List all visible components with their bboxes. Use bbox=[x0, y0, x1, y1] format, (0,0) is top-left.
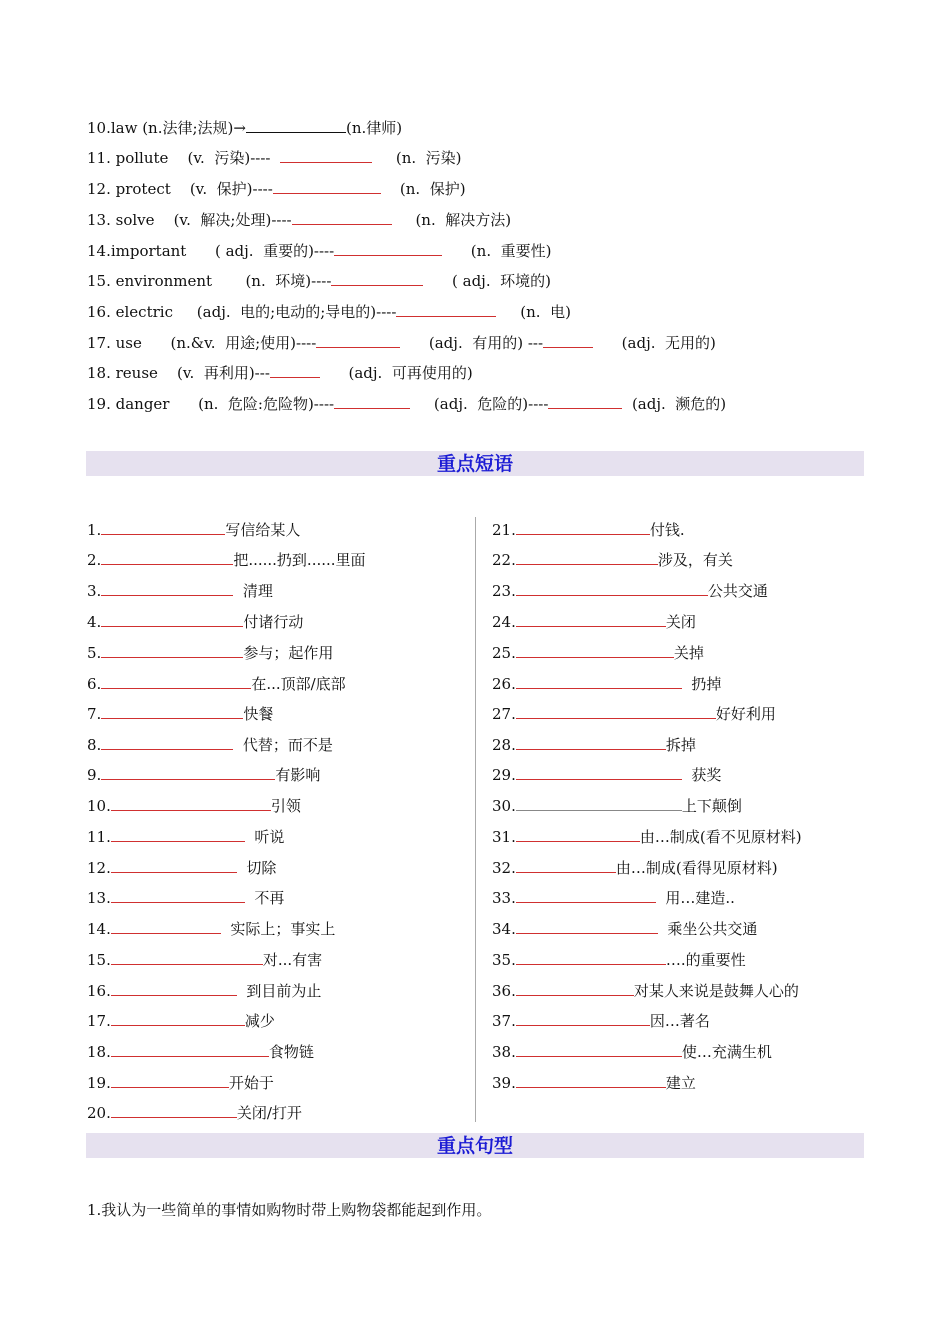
word-form-item: 12. protect (v. 保护)---- (n. 保护) bbox=[87, 180, 466, 198]
phrase-item: 35. ….的重要性 bbox=[492, 951, 746, 969]
answer-blank[interactable] bbox=[292, 209, 392, 225]
phrase-item: 6. 在...顶部/底部 bbox=[87, 675, 346, 693]
phrase-item: 33. 用…建造.. bbox=[492, 889, 735, 907]
phrase-item: 23. 公共交通 bbox=[492, 582, 768, 600]
answer-blank[interactable] bbox=[516, 580, 708, 596]
answer-blank[interactable] bbox=[111, 826, 245, 842]
answer-blank[interactable] bbox=[516, 673, 682, 689]
answer-blank[interactable] bbox=[111, 918, 221, 934]
answer-blank[interactable] bbox=[516, 949, 666, 965]
answer-blank[interactable] bbox=[334, 240, 442, 256]
sentence-item: 1.我认为一些简单的事情如购物时带上购物袋都能起到作用。 bbox=[87, 1201, 492, 1219]
phrase-item: 28. 拆掉 bbox=[492, 736, 696, 754]
answer-blank[interactable] bbox=[101, 764, 275, 780]
phrase-item: 26. 扔掉 bbox=[492, 675, 722, 693]
phrase-item: 9. 有影响 bbox=[87, 766, 321, 784]
phrase-item: 36. 对某人来说是鼓舞人心的 bbox=[492, 982, 799, 1000]
answer-blank[interactable] bbox=[548, 393, 622, 409]
phrase-item: 18. 食物链 bbox=[87, 1043, 314, 1061]
answer-blank[interactable] bbox=[516, 611, 666, 627]
section-title: 重点句型 bbox=[436, 1135, 513, 1157]
answer-blank[interactable] bbox=[101, 580, 233, 596]
word-form-item: 17. use (n.&v. 用途;使用)---- (adj. 有用的) --- (adj. 无用的) bbox=[87, 334, 716, 352]
answer-blank[interactable] bbox=[516, 857, 616, 873]
answer-blank[interactable] bbox=[331, 270, 423, 286]
answer-blank[interactable] bbox=[543, 332, 593, 348]
phrase-item: 25. 关掉 bbox=[492, 644, 704, 662]
answer-blank[interactable] bbox=[516, 703, 716, 719]
answer-blank[interactable] bbox=[101, 519, 225, 535]
answer-blank[interactable] bbox=[111, 857, 237, 873]
answer-blank[interactable] bbox=[101, 734, 233, 750]
answer-blank[interactable] bbox=[246, 117, 346, 133]
phrase-item: 8. 代替；而不是 bbox=[87, 736, 333, 754]
answer-blank[interactable] bbox=[516, 887, 656, 903]
answer-blank[interactable] bbox=[111, 1010, 245, 1026]
phrase-item: 19. 开始于 bbox=[87, 1074, 274, 1092]
answer-blank[interactable] bbox=[516, 980, 634, 996]
phrase-item: 13. 不再 bbox=[87, 889, 285, 907]
phrase-item: 21. 付钱. bbox=[492, 521, 685, 539]
column-divider bbox=[475, 517, 476, 1122]
word-form-item: 16. electric (adj. 电的;电动的;导电的)---- (n. 电) bbox=[87, 303, 571, 321]
phrase-item: 27. 好好利用 bbox=[492, 705, 776, 723]
answer-blank[interactable] bbox=[316, 332, 400, 348]
phrase-item: 31. 由…制成(看不见原材料) bbox=[492, 828, 802, 846]
phrase-item: 20. 关闭/打开 bbox=[87, 1104, 302, 1122]
word-form-item: 14.important ( adj. 重要的)---- (n. 重要性) bbox=[87, 242, 552, 260]
answer-blank[interactable] bbox=[111, 980, 237, 996]
word-form-item: 18. reuse (v. 再利用)--- (adj. 可再使用的) bbox=[87, 364, 473, 382]
phrase-item: 39. 建立 bbox=[492, 1074, 696, 1092]
word-form-item: 10.law (n.法律;法规)→ (n.律师) bbox=[87, 119, 403, 137]
answer-blank[interactable] bbox=[516, 1072, 666, 1088]
answer-blank[interactable] bbox=[273, 178, 381, 194]
phrase-item: 30. 上下颠倒 bbox=[492, 797, 742, 815]
answer-blank[interactable] bbox=[111, 1072, 229, 1088]
phrase-item: 29. 获奖 bbox=[492, 766, 722, 784]
answer-blank[interactable] bbox=[516, 642, 674, 658]
answer-blank[interactable] bbox=[516, 549, 658, 565]
answer-blank[interactable] bbox=[334, 393, 410, 409]
phrase-item: 15. 对...有害 bbox=[87, 951, 323, 969]
answer-blank[interactable] bbox=[111, 887, 245, 903]
phrase-item: 4. 付诸行动 bbox=[87, 613, 304, 631]
answer-blank[interactable] bbox=[101, 549, 233, 565]
answer-blank[interactable] bbox=[516, 764, 682, 780]
phrase-item: 32. 由…制成(看得见原材料) bbox=[492, 859, 778, 877]
sentences-section-header bbox=[86, 1133, 864, 1158]
word-form-item: 19. danger (n. 危险:危险物)---- (adj. 危险的)---- (adj. 濒危的) bbox=[87, 395, 727, 413]
answer-blank[interactable] bbox=[101, 611, 243, 627]
phrase-item: 12. 切除 bbox=[87, 859, 277, 877]
phrase-item: 17. 减少 bbox=[87, 1012, 275, 1030]
phrase-item: 7. 快餐 bbox=[87, 705, 274, 723]
phrase-item: 2. 把......扔到......里面 bbox=[87, 551, 366, 569]
phrase-item: 34. 乘坐公共交通 bbox=[492, 920, 758, 938]
phrase-item: 16. 到目前为止 bbox=[87, 982, 322, 1000]
answer-blank[interactable] bbox=[101, 703, 243, 719]
answer-blank[interactable] bbox=[396, 301, 496, 317]
phrase-item: 5. 参与；起作用 bbox=[87, 644, 334, 662]
answer-blank[interactable] bbox=[516, 826, 640, 842]
answer-blank[interactable] bbox=[111, 795, 271, 811]
phrase-item: 22. 涉及，有关 bbox=[492, 551, 733, 569]
phrase-item: 37. 因…著名 bbox=[492, 1012, 710, 1030]
phrases-section-header bbox=[86, 451, 864, 476]
answer-blank[interactable] bbox=[101, 673, 251, 689]
answer-blank[interactable] bbox=[516, 1010, 650, 1026]
answer-blank[interactable] bbox=[516, 918, 658, 934]
answer-blank[interactable] bbox=[516, 734, 666, 750]
phrase-item: 14. 实际上；事实上 bbox=[87, 920, 336, 938]
phrase-item: 3. 清理 bbox=[87, 582, 273, 600]
answer-blank[interactable] bbox=[111, 1041, 269, 1057]
word-form-item: 13. solve (v. 解决;处理)---- (n. 解决方法) bbox=[87, 211, 512, 229]
answer-blank[interactable] bbox=[270, 362, 320, 378]
answer-blank[interactable] bbox=[280, 147, 372, 163]
word-form-item: 15. environment (n. 环境)---- ( adj. 环境的) bbox=[87, 272, 551, 290]
answer-blank[interactable] bbox=[111, 1102, 237, 1118]
answer-blank[interactable] bbox=[101, 642, 243, 658]
phrase-item: 24. 关闭 bbox=[492, 613, 696, 631]
phrase-item: 1. 写信给某人 bbox=[87, 521, 301, 539]
answer-blank[interactable] bbox=[516, 1041, 682, 1057]
phrase-item: 38. 使…充满生机 bbox=[492, 1043, 772, 1061]
word-form-item: 11. pollute (v. 污染)---- (n. 污染) bbox=[87, 149, 462, 167]
answer-blank[interactable] bbox=[111, 949, 263, 965]
answer-blank[interactable] bbox=[516, 795, 682, 811]
answer-blank[interactable] bbox=[516, 519, 650, 535]
phrase-item: 10. 引领 bbox=[87, 797, 301, 815]
section-title: 重点短语 bbox=[436, 453, 513, 475]
phrase-item: 11. 听说 bbox=[87, 828, 285, 846]
